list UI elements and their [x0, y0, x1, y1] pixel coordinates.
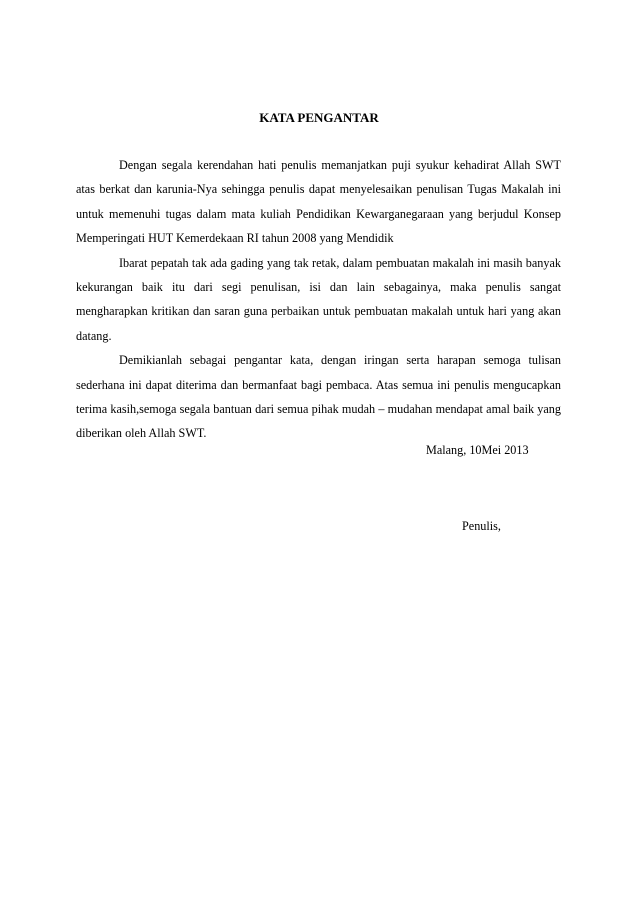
place-date: Malang, 10Mei 2013 — [426, 443, 529, 457]
document-title: KATA PENGANTAR — [259, 110, 379, 125]
paragraph-2: Ibarat pepatah tak ada gading yang tak retak, dalam pembuatan makalah ini masih banyak kekurangan baik itu dari segi penulisan, isi dan lain sebagainya, maka penulis sangat mengharapkan kritikan dan saran guna perbaikan untuk pembuatan makalah untuk hari yang akan datang. — [76, 255, 561, 343]
paragraph-1: Dengan segala kerendahan hati penulis memanjatkan puji syukur kehadirat Allah SWT atas berkat dan karunia-Nya sehingga penulis dapat menyelesaikan penulisan Tugas Makalah ini untuk memenuhi tugas dalam mata kuliah Pendidikan Kewarganegaraan yang berjudul Konsep Memperingati HUT Kemerdekaan RI tahun 2008 yang Mendidik — [76, 158, 561, 246]
signer-label: Penulis, — [462, 519, 501, 533]
document-body — [76, 153, 561, 446]
paragraph-3: Demikianlah sebagai pengantar kata, dengan iringan serta harapan semoga tulisan sederhana ini dapat diterima dan bermanfaat bagi pembaca. Atas semua ini penulis mengucapkan terima kasih,semoga segala bantuan dari semua pihak mudah – mudahan mendapat amal baik yang diberikan oleh Allah SWT. — [76, 353, 561, 441]
